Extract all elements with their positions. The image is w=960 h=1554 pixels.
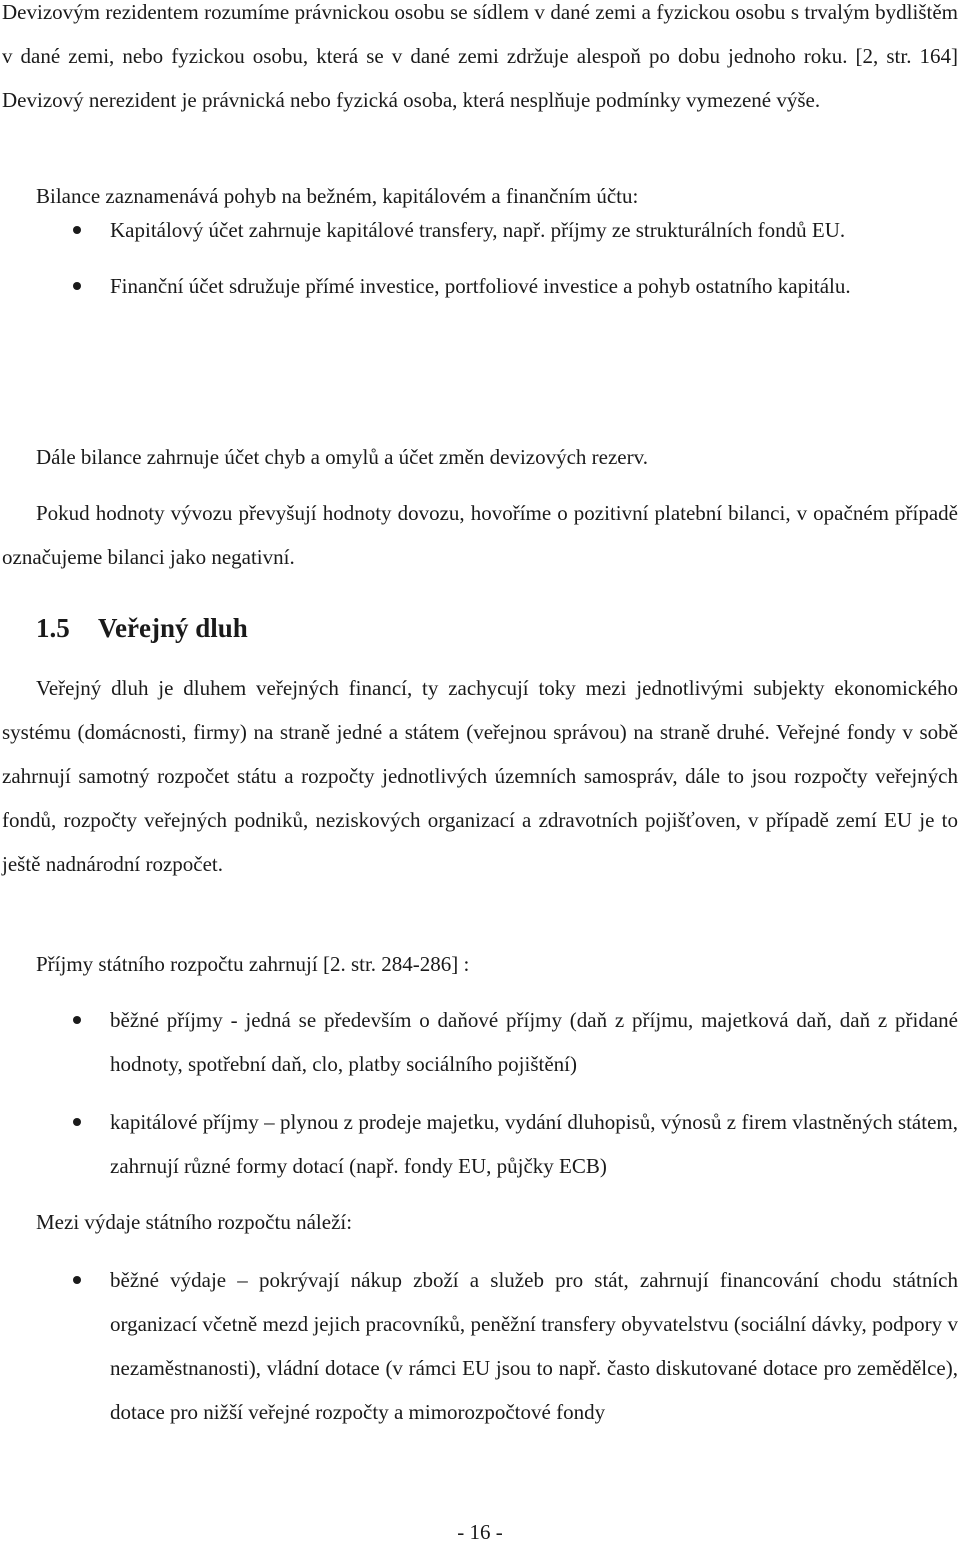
paragraph-dale-bilance: Dále bilance zahrnuje účet chyb a omylů a účet změn devizových rezerv. — [36, 445, 649, 469]
bullet-list-ucty — [110, 208, 958, 308]
paragraph-rezident: Devizovým rezidentem rozumíme právnickou osobu se sídlem v dané zemi a fyzickou osobu s trvalým bydlištěm v dané zemi, nebo fyzickou osobu, která se v dané zemi zdržuje alespoň po dobu jednoho roku. [2, str. 164] Devizový nerezident je právnická nebo fyzická osoba, která nesplňuje podmínky vymezené výše. — [2, 0, 958, 112]
page-number: - 16 - — [457, 1520, 503, 1544]
paragraph-verejny-dluh: Veřejný dluh je dluhem veřejných financí, ty zachycují toky mezi jednotlivými subjekty ekonomického systému (domácnosti, firmy) na straně jedné a státem (veřejnou správou) na straně druhé. Veřejné fondy v sobě zahrnují samotný rozpočet státu a rozpočty jednotlivých územních samospráv, dále to jsou rozpočty veřejných fondů, rozpočty veřejných podniků, neziskových organizací a zdravotních pojišťoven, v případě zemí EU je to ještě nadnárodní rozpočet. — [2, 676, 958, 876]
paragraph-pozitivni-bilance: Pokud hodnoty vývozu převyšují hodnoty dovozu, hovoříme o pozitivní platební bilanci, v opačném případě označujeme bilanci jako negativní. — [2, 501, 958, 569]
list-item: běžné výdaje – pokrývají nákup zboží a služeb pro stát, zahrnují financování chodu státních organizací včetně mezd jejich pracovníků, peněžní transfery obyvatelstvu (sociální dávky, podpory v nezaměstnanosti), vládní dotace (v rámci EU jsou to např. často diskutované dotace pro zemědělce), dotace pro nižší veřejné rozpočty a mimorozpočtové fondy — [110, 1258, 958, 1434]
list-item: Kapitálový účet zahrnuje kapitálové transfery, např. příjmy ze strukturálních fondů EU. — [110, 208, 958, 252]
section-number: 1.5 — [36, 613, 70, 643]
bullet-list-vydaje — [110, 1258, 958, 1434]
paragraph-vydaje-intro: Mezi výdaje státního rozpočtu náleží: — [36, 1210, 353, 1234]
section-title: Veřejný dluh — [98, 613, 248, 643]
section-heading — [36, 606, 248, 650]
paragraph-prijmy-intro: Příjmy státního rozpočtu zahrnují [2. str. 284-286] : — [36, 952, 470, 976]
paragraph-bilance-intro: Bilance zaznamenává pohyb na bežném, kapitálovém a finančním účtu: — [36, 184, 639, 208]
list-item: kapitálové příjmy – plynou z prodeje majetku, vydání dluhopisů, výnosů z firem vlastněných státem, zahrnují různé formy dotací (např. fondy EU, půjčky ECB) — [110, 1100, 958, 1188]
list-item: Finanční účet sdružuje přímé investice, portfoliové investice a pohyb ostatního kapitálu. — [110, 264, 958, 308]
bullet-list-prijmy — [110, 998, 958, 1188]
list-item: běžné příjmy - jedná se především o daňové příjmy (daň z příjmu, majetková daň, daň z přidané hodnoty, spotřební daň, clo, platby sociálního pojištění) — [110, 998, 958, 1086]
